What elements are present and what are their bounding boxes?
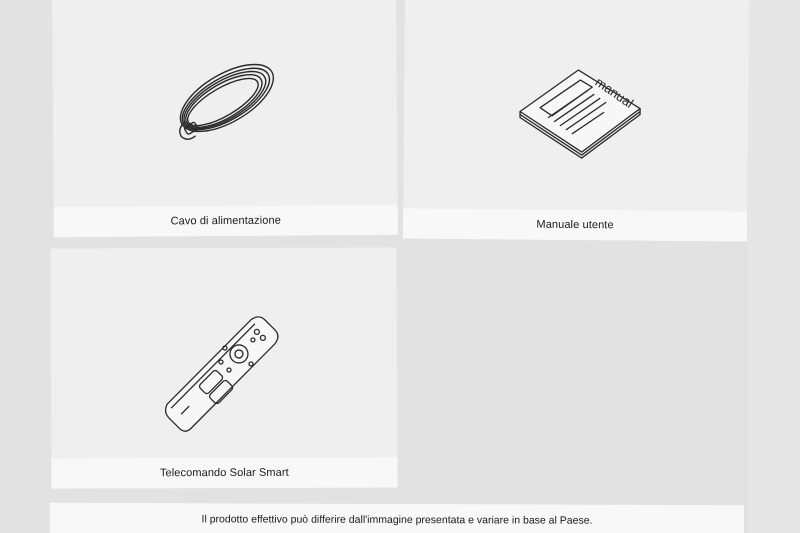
power-cable-icon bbox=[154, 38, 295, 159]
solar-smart-remote-icon bbox=[159, 310, 299, 440]
accessory-label: Manuale utente bbox=[403, 208, 747, 241]
user-manual-icon bbox=[508, 59, 649, 170]
manual-cover-text: manual bbox=[592, 74, 637, 111]
page-margin bbox=[748, 0, 800, 533]
accessory-card-remote bbox=[51, 247, 398, 488]
disclaimer-note: Il prodotto effettivo può differire dall'immagine presentata e variare in base al Paese. bbox=[50, 503, 744, 533]
accessory-label: Telecomando Solar Smart bbox=[51, 457, 397, 488]
accessory-card-user-manual bbox=[403, 0, 749, 241]
accessory-card-power-cable bbox=[52, 0, 398, 237]
accessory-label: Cavo di alimentazione bbox=[54, 205, 398, 237]
